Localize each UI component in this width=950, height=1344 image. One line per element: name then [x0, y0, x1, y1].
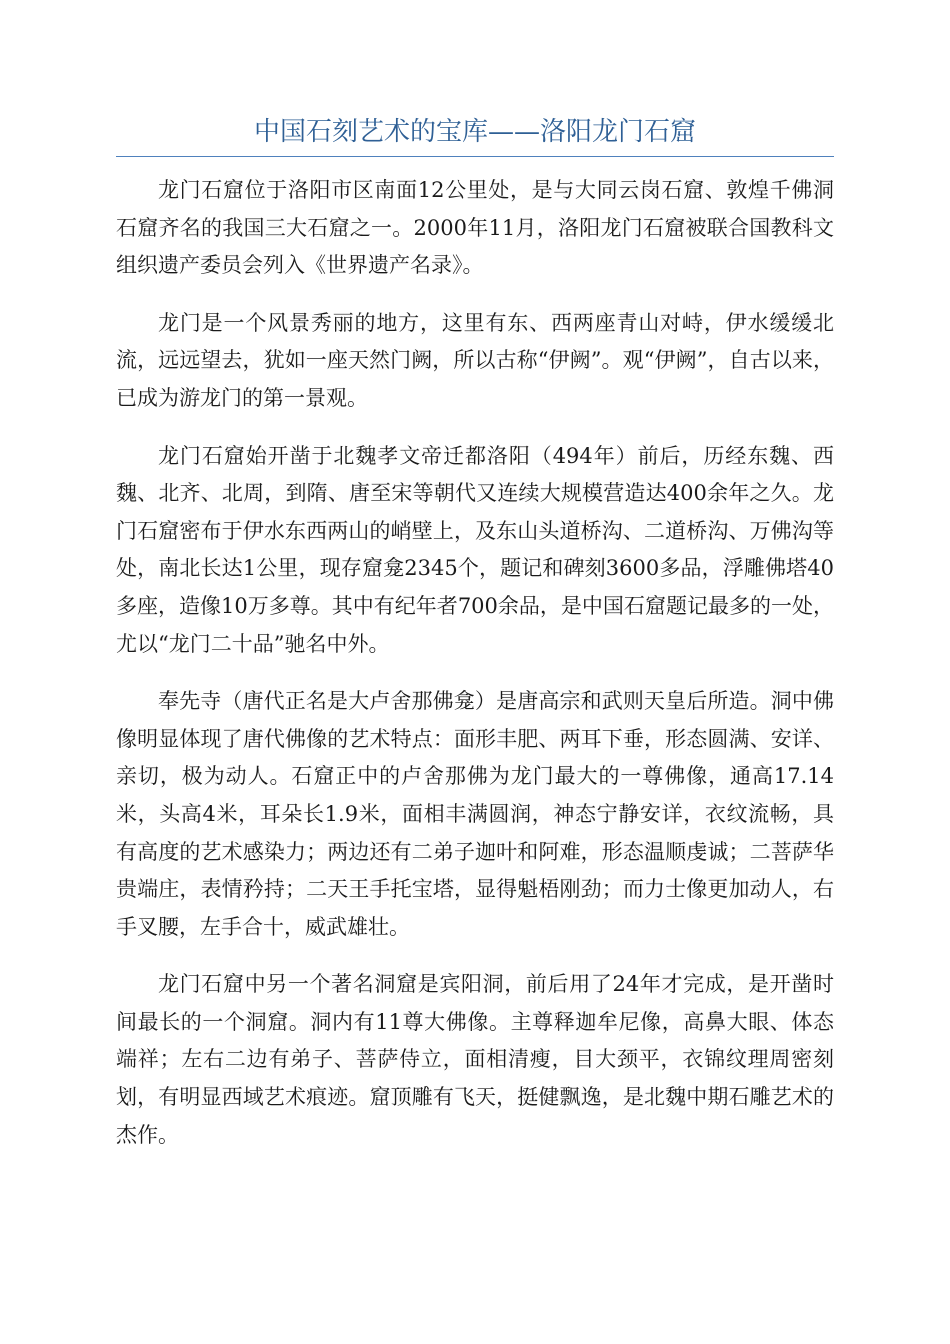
- paragraph-4: 奉先寺（唐代正名是大卢舍那佛龛）是唐高宗和武则天皇后所造。洞中佛像明显体现了唐代佛像的艺术特点：面形丰肥、两耳下垂，形态圆满、安详、亲切，极为动人。石窟正中的卢舍那佛为龙门最大的一尊佛像，通高17.14米，头高4米，耳朵长1.9米，面相丰满圆润，神态宁静安详，衣纹流畅，具有高度的艺术感染力；两边还有二弟子迦叶和阿难，形态温顺虔诚；二菩萨华贵端庄，表情矜持；二天王手托宝塔，显得魁梧刚劲；而力士像更加动人，右手叉腰，左手合十，威武雄壮。: [116, 689, 834, 939]
- title-block: [116, 112, 834, 157]
- paragraph-5: 龙门石窟中另一个著名洞窟是宾阳洞，前后用了24年才完成，是开凿时间最长的一个洞窟。洞内有11尊大佛像。主尊释迦牟尼像，高鼻大眼、体态端祥；左右二边有弟子、菩萨侍立，面相清瘦，目大颈平，衣锦纹理周密刻划，有明显西域艺术痕迹。窟顶雕有飞天，挺健飘逸，是北魏中期石雕艺术的杰作。: [116, 972, 834, 1147]
- document-body: [116, 172, 834, 1174]
- paragraph-1: 龙门石窟位于洛阳市区南面12公里处，是与大同云岗石窟、敦煌千佛洞石窟齐名的我国三大石窟之一。2000年11月，洛阳龙门石窟被联合国教科文组织遗产委员会列入《世界遗产名录》。: [116, 178, 834, 278]
- document-title: 中国石刻艺术的宝库——洛阳龙门石窟: [253, 117, 696, 147]
- paragraph-2: 龙门是一个风景秀丽的地方，这里有东、西两座青山对峙，伊水缓缓北流，远远望去，犹如一座天然门阙，所以古称“伊阙”。观“伊阙”，自古以来，已成为游龙门的第一景观。: [116, 310, 834, 410]
- paragraph-3: 龙门石窟始开凿于北魏孝文帝迁都洛阳（494年）前后，历经东魏、西魏、北齐、北周，到隋、唐至宋等朝代又连续大规模营造达400余年之久。龙门石窟密布于伊水东西两山的峭壁上，及东山头道桥沟、二道桥沟、万佛沟等处，南北长达1公里，现存窟龛2345个，题记和碑刻3600多品，浮雕佛塔40多座，造像10万多尊。其中有纪年者700余品，是中国石窟题记最多的一处，尤以“龙门二十品”驰名中外。: [116, 443, 834, 656]
